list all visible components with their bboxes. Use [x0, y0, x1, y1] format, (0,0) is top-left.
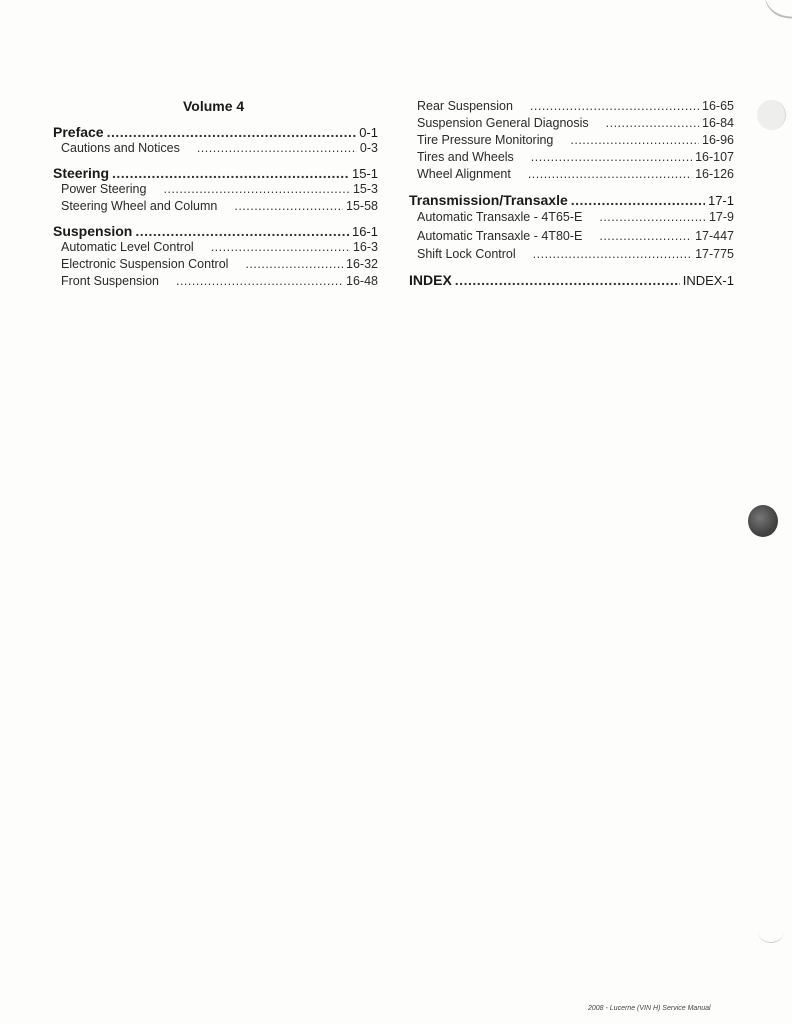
dot-leader	[163, 182, 350, 196]
toc-entry-suspension-general-diagnosis[interactable]	[409, 116, 734, 130]
toc-entry-label: Transmission/Transaxle	[409, 192, 568, 208]
toc-entry-label: Electronic Suspension Control	[61, 257, 229, 271]
dot-leader	[570, 133, 699, 147]
toc-entry-page: 17-447	[695, 229, 734, 243]
toc-entry-label: Tire Pressure Monitoring	[417, 133, 554, 147]
toc-entry-page: 0-3	[359, 141, 378, 155]
toc-entry-tires-and-wheels[interactable]	[409, 150, 734, 164]
toc-entry-page: 17-9	[708, 210, 734, 224]
toc-entry-page: 15-3	[352, 182, 378, 196]
toc-entry-page: INDEX-1	[682, 273, 734, 288]
toc-entry-page: 16-126	[695, 167, 734, 181]
dot-leader	[234, 199, 343, 213]
toc-entry-label: Preface	[53, 124, 104, 140]
toc-entry-steering-wheel-and-column[interactable]	[53, 199, 378, 213]
dot-leader	[571, 192, 705, 208]
toc-entry-label: Front Suspension	[61, 274, 159, 288]
toc-entry-label: Wheel Alignment	[417, 167, 511, 181]
toc-entry-label: INDEX	[409, 272, 452, 288]
toc-entry-shift-lock-control[interactable]	[409, 247, 734, 261]
toc-entry-page: 15-58	[346, 199, 378, 213]
toc-entry-automatic-transaxle-4t80-e[interactable]	[409, 229, 734, 243]
toc-entry-index[interactable]	[409, 272, 734, 288]
toc-entry-automatic-level-control[interactable]	[53, 240, 378, 254]
dot-leader	[530, 99, 699, 113]
toc-entry-label: Power Steering	[61, 182, 147, 196]
toc-entry-page: 17-775	[695, 247, 734, 261]
toc-entry-steering[interactable]	[53, 165, 378, 181]
toc-entry-label: Steering Wheel and Column	[61, 199, 218, 213]
toc-entry-transmission-transaxle[interactable]	[409, 192, 734, 208]
toc-entry-rear-suspension[interactable]	[409, 99, 734, 113]
toc-entry-label: Automatic Transaxle - 4T80-E	[417, 229, 583, 243]
toc-entry-label: Tires and Wheels	[417, 150, 514, 164]
toc-entry-page: 15-1	[351, 166, 378, 181]
dot-leader	[599, 210, 706, 224]
toc-entry-label: Automatic Transaxle - 4T65-E	[417, 210, 583, 224]
toc-entry-tire-pressure-monitoring[interactable]	[409, 133, 734, 147]
volume-title: Volume 4	[183, 98, 245, 114]
toc-entry-label: Steering	[53, 165, 110, 181]
binder-ring-mark-lower	[758, 920, 784, 943]
toc-entry-label: Automatic Level Control	[61, 240, 194, 254]
dot-leader	[528, 167, 692, 181]
toc-entry-page: 16-3	[352, 240, 378, 254]
toc-entry-electronic-suspension-control[interactable]	[53, 257, 378, 271]
binder-ring-mark	[757, 100, 786, 130]
dot-leader	[112, 165, 349, 181]
toc-entry-label: Cautions and Notices	[61, 141, 180, 155]
page-footer: 2008 - Lucerne (VIN H) Service Manual	[588, 1005, 711, 1012]
toc-entry-front-suspension[interactable]	[53, 274, 378, 288]
toc-entry-label: Suspension General Diagnosis	[417, 116, 589, 130]
dot-leader	[107, 124, 357, 140]
toc-entry-label: Suspension	[53, 223, 133, 239]
dot-leader	[135, 223, 349, 239]
dot-leader	[599, 229, 692, 243]
toc-entry-page: 17-1	[707, 193, 734, 208]
page-curl-mark	[760, 0, 792, 23]
toc-entry-page: 16-107	[695, 150, 734, 164]
dot-leader	[211, 240, 350, 254]
toc-entry-automatic-transaxle-4t65-e[interactable]	[409, 210, 734, 224]
toc-entry-page: 16-48	[346, 274, 378, 288]
toc-entry-page: 16-32	[346, 257, 378, 271]
dot-leader	[606, 116, 699, 130]
toc-entry-page: 16-1	[351, 224, 378, 239]
toc-entry-page: 16-96	[702, 133, 734, 147]
toc-entry-suspension[interactable]	[53, 223, 378, 239]
dot-leader	[533, 247, 692, 261]
dot-leader	[455, 272, 680, 288]
dot-leader	[531, 150, 692, 164]
toc-entry-page: 16-84	[702, 116, 734, 130]
dot-leader	[176, 274, 343, 288]
toc-entry-page: 0-1	[359, 125, 378, 140]
binder-hole	[748, 505, 778, 537]
toc-entry-label: Rear Suspension	[417, 99, 513, 113]
dot-leader	[245, 257, 343, 271]
toc-entry-wheel-alignment[interactable]	[409, 167, 734, 181]
dot-leader	[197, 141, 357, 155]
toc-entry-page: 16-65	[702, 99, 734, 113]
toc-entry-power-steering[interactable]	[53, 182, 378, 196]
toc-entry-preface[interactable]	[53, 124, 378, 140]
toc-entry-label: Shift Lock Control	[417, 247, 516, 261]
toc-entry-cautions-and-notices[interactable]	[53, 141, 378, 155]
